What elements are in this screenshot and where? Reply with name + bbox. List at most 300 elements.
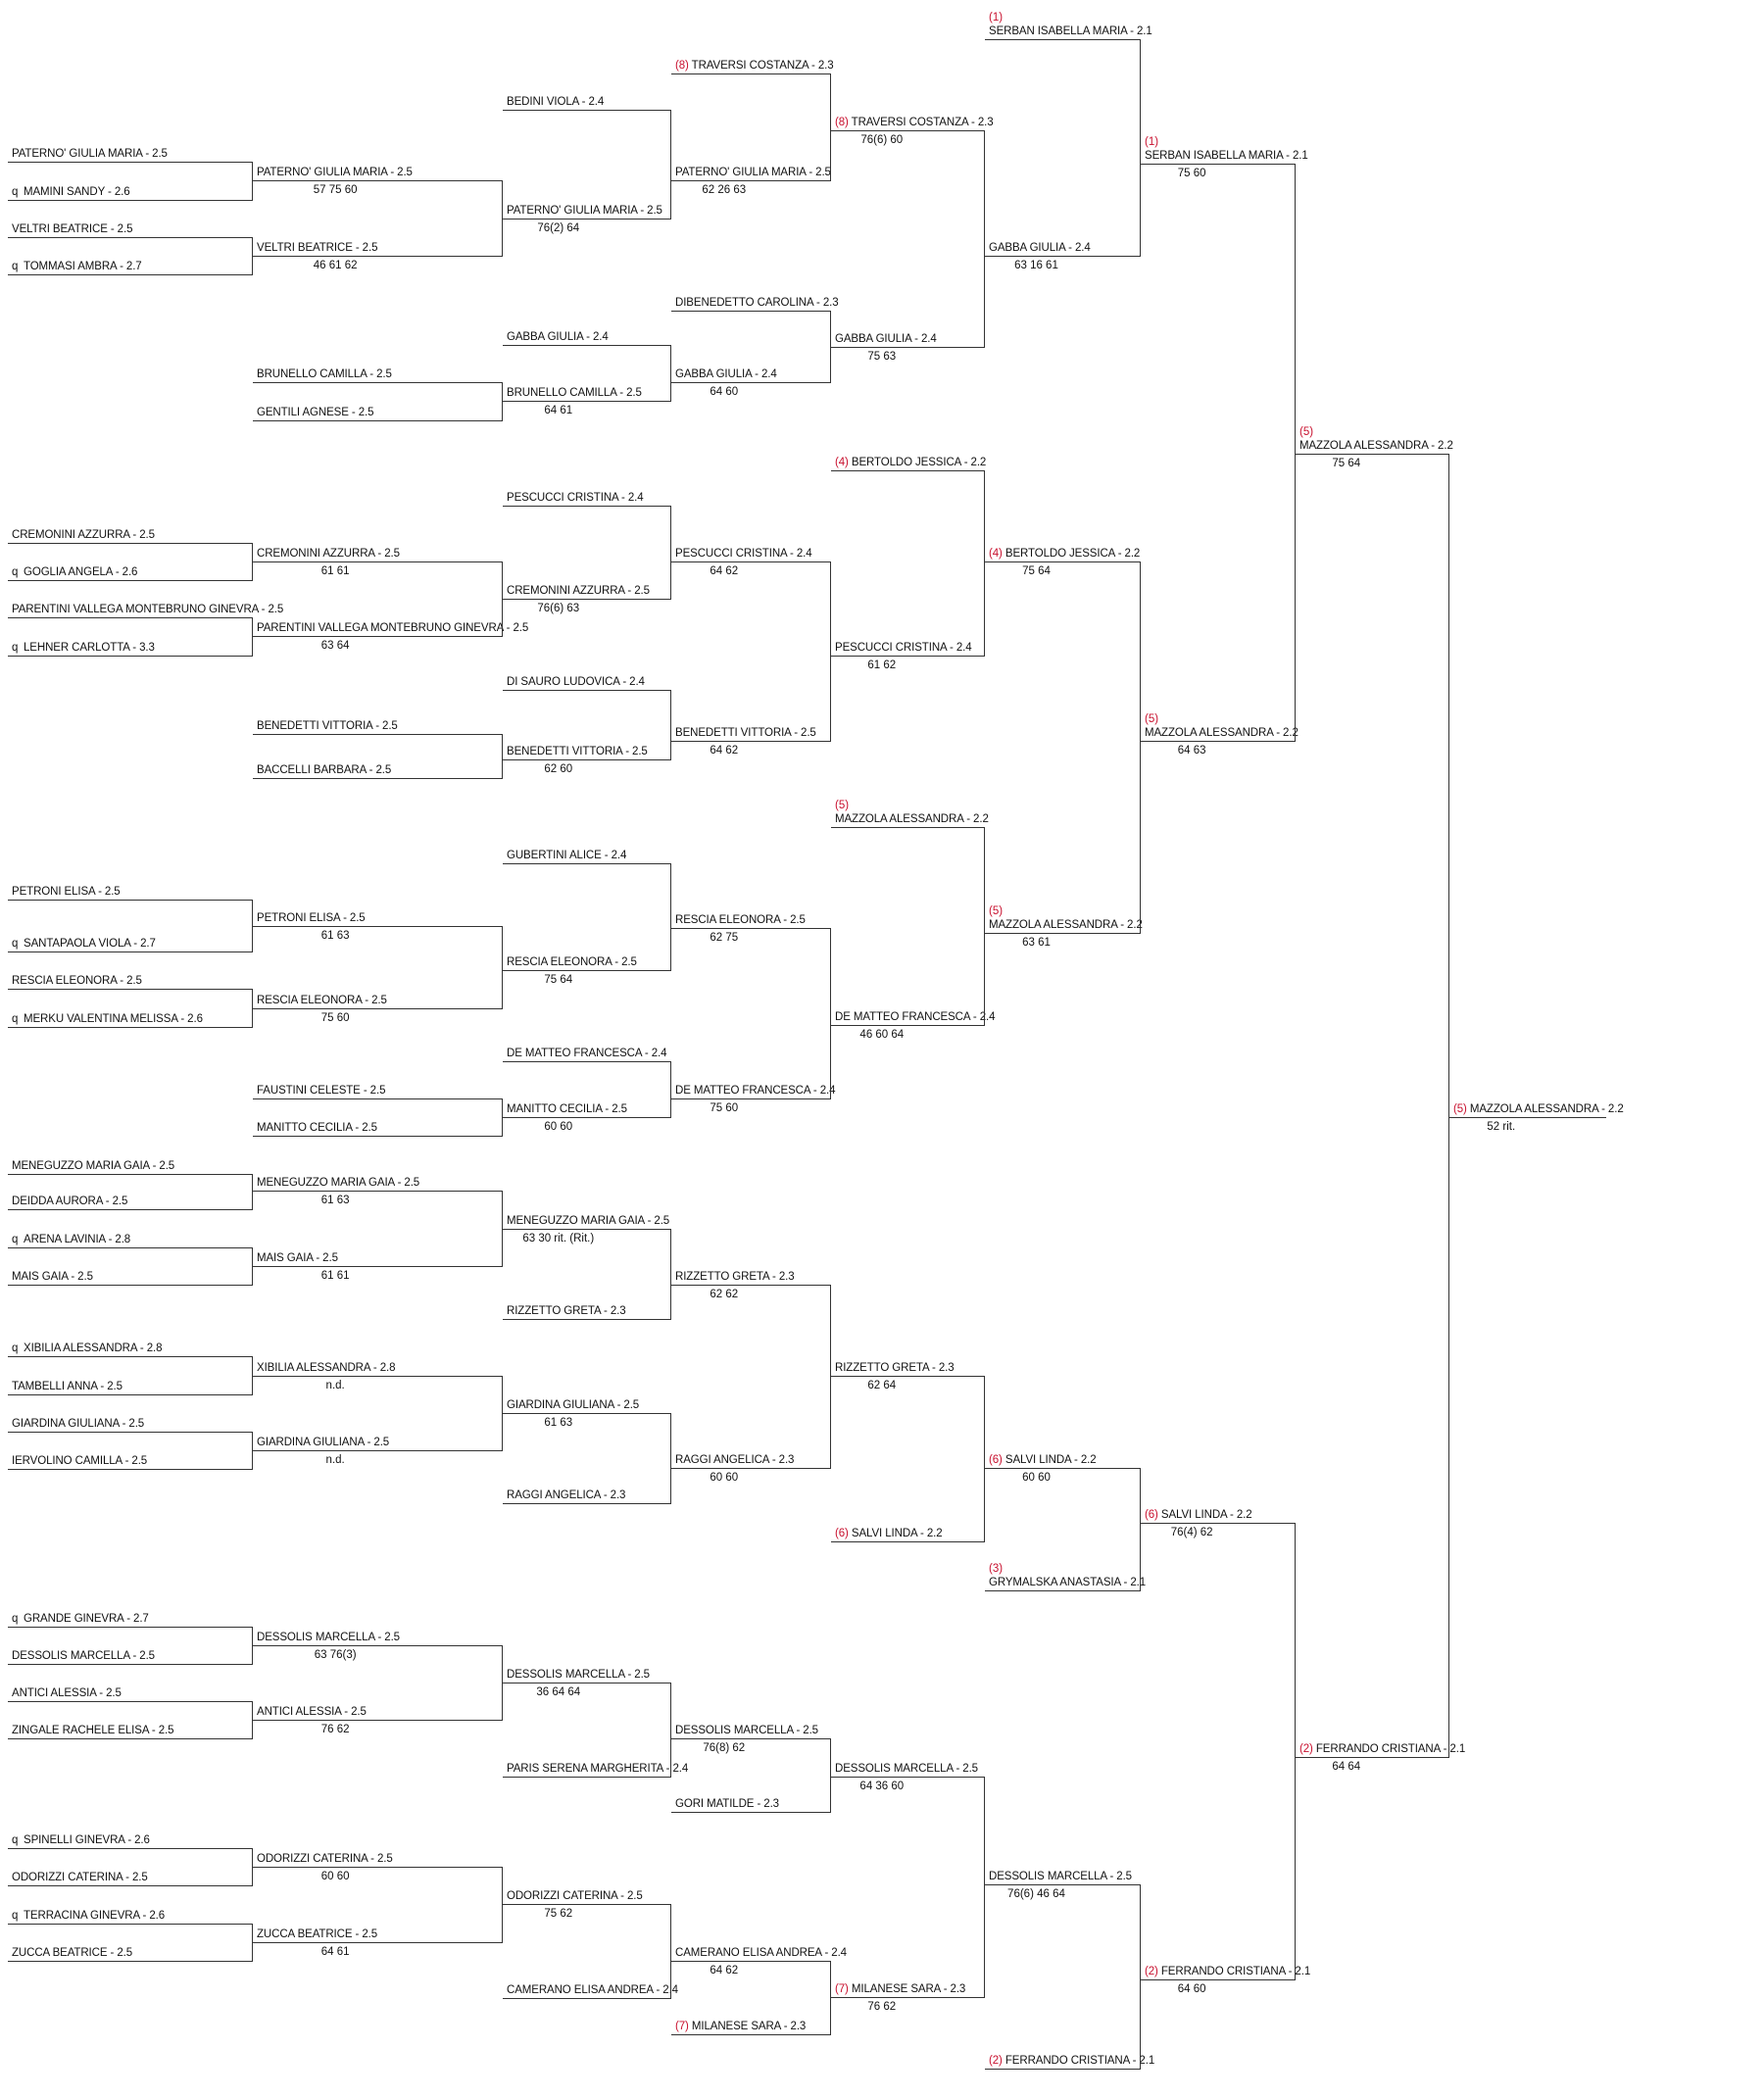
player-name <box>12 1725 173 1736</box>
player-name-text: RAGGI ANGELICA - 2.3 <box>675 1453 795 1466</box>
player-name-text: MAMINI SANDY - 2.6 <box>24 185 130 198</box>
player-name-text: MAIS GAIA - 2.5 <box>257 1251 338 1264</box>
player-slot <box>985 1860 1141 1885</box>
bracket-connector <box>830 1285 831 1468</box>
player-name <box>835 1983 965 1995</box>
player-name <box>12 1342 162 1354</box>
match-score: 62 75 <box>710 931 739 944</box>
player-name-text: PARENTINI VALLEGA MONTEBRUNO GINEVRA - 2.5 <box>12 604 284 616</box>
bracket-connector <box>670 1904 671 1997</box>
match-score: 61 61 <box>320 1269 350 1282</box>
player-slot <box>503 1879 671 1905</box>
player-name <box>257 1252 338 1264</box>
match-score: 64 61 <box>320 1945 350 1958</box>
seed-label: (6) <box>835 1527 849 1539</box>
match-score: 64 60 <box>1177 1982 1206 1995</box>
player-slot <box>671 1714 831 1739</box>
match-score: 75 60 <box>1177 167 1206 179</box>
player-name-text: MANITTO CECILIA - 2.5 <box>507 1103 627 1116</box>
qualifier-mark: q <box>12 566 19 579</box>
player-slot <box>831 800 989 828</box>
bracket-connector <box>502 1376 503 1450</box>
player-name-text: MENEGUZZO MARIA GAIA - 2.5 <box>257 1177 420 1190</box>
player-name-text: PESCUCCI CRISTINA - 2.4 <box>835 641 972 654</box>
bracket-connector <box>984 1777 985 1997</box>
player-name-text: SALVI LINDA - 2.2 <box>851 1527 943 1539</box>
player-slot <box>1449 1093 1624 1118</box>
bracket-connector <box>830 311 831 383</box>
player-name-text: RESCIA ELEONORA - 2.5 <box>675 913 806 926</box>
seed-label: (5) <box>1453 1103 1467 1116</box>
player-name <box>507 956 637 968</box>
player-name <box>1453 1103 1624 1115</box>
player-name <box>675 1454 794 1466</box>
bracket-connector <box>670 863 671 970</box>
seed-label: (4) <box>989 548 1003 561</box>
player-name <box>257 1706 367 1718</box>
match-score: 63 16 61 <box>1014 259 1058 271</box>
player-slot <box>831 106 994 131</box>
qualifier-mark: q <box>12 1012 19 1025</box>
player-name <box>257 995 387 1006</box>
player-name-text: BENEDETTI VITTORIA - 2.5 <box>507 745 648 757</box>
bracket-connector <box>252 1432 253 1469</box>
player-slot <box>1296 425 1453 455</box>
player-slot <box>831 446 985 471</box>
player-slot <box>503 1204 671 1230</box>
match-score: 75 63 <box>867 350 897 363</box>
player-name <box>675 914 806 926</box>
player-name <box>507 1305 626 1317</box>
match-score: 64 62 <box>710 1964 739 1976</box>
player-name <box>989 1871 1132 1882</box>
player-name-text: TOMMASI AMBRA - 2.7 <box>24 260 142 272</box>
player-name <box>12 1160 174 1172</box>
player-name-text: RAGGI ANGELICA - 2.3 <box>507 1489 626 1502</box>
seed-label: (2) <box>1145 1965 1158 1977</box>
seed-label: (1) <box>989 11 1004 24</box>
qualifier-mark: q <box>12 641 19 654</box>
seed-label: (6) <box>989 1453 1003 1466</box>
bracket-connector <box>252 1627 253 1664</box>
player-name-text: PESCUCCI CRISTINA - 2.4 <box>675 548 812 561</box>
player-name <box>257 1362 395 1374</box>
player-name-text: DI SAURO LUDOVICA - 2.4 <box>507 675 645 688</box>
bracket-connector <box>830 73 831 180</box>
match-score: 64 62 <box>710 565 739 578</box>
player-name-text: MAZZOLA ALESSANDRA - 2.2 <box>989 919 1143 932</box>
player-slot <box>671 156 831 181</box>
match-score: 60 60 <box>320 1871 350 1883</box>
player-slot <box>671 716 831 742</box>
player-slot <box>503 574 671 600</box>
match-score: 61 63 <box>544 1416 573 1429</box>
match-score: 46 60 64 <box>859 1029 905 1042</box>
bracket-connector <box>670 690 671 759</box>
player-slot <box>985 905 1143 934</box>
player-slot <box>253 1918 503 1943</box>
player-slot <box>831 1973 985 1998</box>
player-name <box>257 912 366 924</box>
player-slot <box>985 1563 1147 1591</box>
player-name-text: IERVOLINO CAMILLA - 2.5 <box>12 1454 148 1467</box>
match-score: 76 62 <box>320 1724 350 1736</box>
player-name-text: ODORIZZI CATERINA - 2.5 <box>507 1890 643 1903</box>
seed-label: (5) <box>1145 712 1159 725</box>
player-name <box>989 548 1140 560</box>
player-name <box>835 813 989 825</box>
player-name-text: MILANESE SARA - 2.3 <box>691 2020 807 2032</box>
player-slot <box>8 1002 253 1028</box>
player-name <box>257 622 528 634</box>
bracket-connector <box>984 827 985 1025</box>
player-name-text: TAMBELLI ANNA - 2.5 <box>12 1380 122 1392</box>
player-slot <box>831 322 985 348</box>
bracket-connector <box>252 617 253 655</box>
player-name <box>507 96 604 108</box>
seed-label: (5) <box>989 905 1004 918</box>
player-name-text: PATERNO' GIULIA MARIA - 2.5 <box>675 167 831 179</box>
player-name-text: MAZZOLA ALESSANDRA - 2.2 <box>1469 1103 1624 1116</box>
player-name <box>1299 1743 1465 1755</box>
player-name <box>12 975 142 987</box>
player-name-text: VELTRI BEATRICE - 2.5 <box>12 222 133 235</box>
player-slot <box>8 1899 253 1925</box>
bracket-connector <box>252 162 253 199</box>
match-score: 63 64 <box>320 640 350 653</box>
player-name <box>12 1834 150 1846</box>
player-name-text: DE MATTEO FRANCESCA - 2.4 <box>507 1048 667 1060</box>
match-score: 62 26 63 <box>702 184 747 197</box>
player-slot <box>253 611 529 637</box>
match-score: 64 60 <box>710 386 739 399</box>
player-slot <box>831 1517 985 1542</box>
player-slot <box>671 2010 831 2035</box>
player-name-text: DESSOLIS MARCELLA - 2.5 <box>675 1725 818 1737</box>
bracket-connector <box>252 237 253 274</box>
player-slot <box>253 1695 503 1721</box>
bracket-connector <box>984 470 985 655</box>
bracket-connector <box>830 1961 831 2034</box>
match-score: 76(6) 63 <box>537 603 580 615</box>
match-score: 63 61 <box>1022 937 1051 950</box>
player-slot <box>671 286 839 312</box>
player-name-text: MERKU VALENTINA MELISSA - 2.6 <box>24 1012 203 1025</box>
player-slot <box>503 1752 689 1778</box>
bracket-connector <box>1140 561 1141 933</box>
player-name-text: MAZZOLA ALESSANDRA - 2.2 <box>1299 439 1453 452</box>
player-slot <box>8 1714 253 1739</box>
bracket-connector <box>984 130 985 347</box>
player-name <box>12 1947 132 1959</box>
player-name <box>675 727 816 739</box>
player-slot <box>503 1389 671 1414</box>
player-slot <box>671 537 831 562</box>
player-name-text: RIZZETTO GRETA - 2.3 <box>835 1361 955 1374</box>
player-name <box>257 167 413 178</box>
player-name <box>12 529 155 541</box>
player-name <box>257 368 392 380</box>
player-name <box>12 1381 122 1392</box>
player-slot <box>8 250 253 275</box>
match-score: 64 36 60 <box>859 1780 905 1792</box>
player-slot <box>671 1260 831 1286</box>
bracket-connector <box>502 180 503 255</box>
player-name-text: GOGLIA ANGELA - 2.6 <box>24 566 138 579</box>
player-name <box>989 25 1152 37</box>
player-slot <box>985 1443 1141 1469</box>
player-name-text: DIBENEDETTO CAROLINA - 2.3 <box>675 296 839 309</box>
player-slot <box>671 903 831 929</box>
bracket-connector <box>502 926 503 1007</box>
bracket-connector <box>252 1848 253 1885</box>
player-name-text: SPINELLI GINEVRA - 2.6 <box>24 1834 150 1847</box>
match-score: 36 64 64 <box>536 1686 581 1699</box>
player-name <box>257 1853 393 1865</box>
player-name-text: DESSOLIS MARCELLA - 2.5 <box>507 1669 650 1682</box>
player-name-text: ODORIZZI CATERINA - 2.5 <box>257 1853 393 1866</box>
player-name-text: DE MATTEO FRANCESCA - 2.4 <box>835 1011 996 1024</box>
player-name-text: SERBAN ISABELLA MARIA - 2.1 <box>989 24 1152 37</box>
bracket-connector <box>1140 1468 1141 1590</box>
player-name-text: CAMERANO ELISA ANDREA - 2.4 <box>507 1983 678 1996</box>
player-name-text: MAZZOLA ALESSANDRA - 2.2 <box>1145 726 1298 739</box>
player-name-text: SERBAN ISABELLA MARIA - 2.1 <box>1145 149 1308 162</box>
player-name-text: XIBILIA ALESSANDRA - 2.8 <box>24 1342 163 1355</box>
match-score: 76(8) 62 <box>703 1742 746 1755</box>
qualifier-mark: q <box>12 1612 19 1625</box>
seed-label: (7) <box>835 1982 849 1995</box>
player-slot <box>671 1443 831 1469</box>
player-name-text: GIARDINA GIULIANA - 2.5 <box>257 1436 390 1448</box>
seed-label: (6) <box>1145 1508 1158 1521</box>
match-score: 75 64 <box>544 974 573 987</box>
player-name-text: TERRACINA GINEVRA - 2.6 <box>24 1909 166 1922</box>
player-name-text: BERTOLDO JESSICA - 2.2 <box>1004 548 1141 561</box>
match-score: n.d. <box>325 1379 345 1391</box>
player-name <box>12 938 156 950</box>
qualifier-mark: q <box>12 1834 19 1847</box>
bracket-connector <box>670 1413 671 1504</box>
qualifier-mark: q <box>12 260 19 272</box>
player-slot <box>253 709 503 735</box>
player-name <box>12 604 283 615</box>
player-name-text: MILANESE SARA - 2.3 <box>851 1982 966 1995</box>
bracket-connector <box>1295 1523 1296 1979</box>
player-name-text: CREMONINI AZZURRA - 2.5 <box>257 548 400 561</box>
player-name <box>257 1632 400 1643</box>
player-name <box>12 1455 147 1467</box>
player-slot <box>985 2044 1155 2070</box>
player-name <box>507 387 642 399</box>
player-slot <box>503 1093 671 1118</box>
player-slot <box>253 1426 503 1451</box>
player-name-text: GENTILI AGNESE - 2.5 <box>257 406 374 418</box>
player-name-text: BENEDETTI VITTORIA - 2.5 <box>257 719 398 732</box>
player-name <box>507 1103 627 1115</box>
player-name-text: DESSOLIS MARCELLA - 2.5 <box>257 1631 400 1643</box>
seed-label: (5) <box>1299 425 1314 438</box>
player-name-text: MAIS GAIA - 2.5 <box>12 1270 93 1283</box>
player-name <box>507 1669 650 1681</box>
player-slot <box>671 1936 847 1962</box>
bracket-connector <box>252 1174 253 1210</box>
match-score: 60 60 <box>1022 1471 1051 1484</box>
player-name-text: GABBA GIULIA - 2.4 <box>989 241 1091 254</box>
seed-label: (8) <box>835 116 849 128</box>
match-score: 75 60 <box>320 1011 350 1024</box>
player-slot <box>8 1332 253 1357</box>
player-name-text: GIARDINA GIULIANA - 2.5 <box>507 1398 640 1411</box>
player-name-text: PARENTINI VALLEGA MONTEBRUNO GINEVRA - 2.5 <box>257 622 529 635</box>
match-score: 76(6) 46 64 <box>1007 1888 1065 1901</box>
player-name-text: GORI MATILDE - 2.3 <box>675 1798 779 1811</box>
player-name <box>1145 150 1308 162</box>
player-name <box>257 720 398 732</box>
player-name <box>257 764 391 776</box>
qualifier-mark: q <box>12 1909 19 1922</box>
bracket-connector <box>670 1061 671 1117</box>
player-name-text: BERTOLDO JESSICA - 2.2 <box>851 457 987 469</box>
player-name <box>1145 727 1298 739</box>
player-slot <box>253 1842 503 1868</box>
player-name-text: ZINGALE RACHELE ELISA - 2.5 <box>12 1725 174 1737</box>
bracket-connector <box>670 506 671 599</box>
player-name-text: DESSOLIS MARCELLA - 2.5 <box>12 1650 155 1663</box>
player-name-text: GRYMALSKA ANASTASIA - 2.1 <box>989 1577 1147 1589</box>
player-name-text: XIBILIA ALESSANDRA - 2.8 <box>257 1361 396 1374</box>
match-score: 57 75 60 <box>313 184 358 197</box>
player-slot <box>503 376 671 402</box>
match-score: 60 60 <box>544 1121 573 1134</box>
player-slot <box>503 946 671 971</box>
player-slot <box>8 875 253 901</box>
player-name <box>257 1122 377 1134</box>
match-score: 64 64 <box>1332 1761 1361 1774</box>
player-name <box>989 1454 1097 1466</box>
player-slot <box>831 1000 996 1026</box>
bracket-connector <box>502 1867 503 1941</box>
player-slot <box>1141 1498 1296 1524</box>
player-name <box>675 2021 806 2032</box>
player-name-text: CAMERANO ELISA ANDREA - 2.4 <box>675 1946 847 1959</box>
player-name <box>257 1437 389 1448</box>
bracket-connector <box>1140 39 1141 256</box>
match-score: 75 64 <box>1332 457 1361 469</box>
player-name-text: LEHNER CARLOTTA - 3.3 <box>24 641 155 654</box>
player-slot <box>8 518 253 544</box>
player-slot <box>503 481 671 507</box>
player-name <box>507 1215 669 1227</box>
bracket-connector <box>670 345 671 401</box>
player-slot <box>8 1407 253 1433</box>
player-name-text: ANTICI ALESSIA - 2.5 <box>12 1687 122 1700</box>
player-slot <box>253 1242 503 1267</box>
player-name <box>507 205 662 217</box>
player-name <box>12 1613 149 1625</box>
player-slot <box>503 1479 671 1504</box>
player-slot <box>503 320 671 346</box>
player-name <box>989 1577 1146 1588</box>
player-name <box>257 242 377 254</box>
bracket-connector <box>670 110 671 218</box>
player-name <box>12 642 155 654</box>
player-name-text: DESSOLIS MARCELLA - 2.5 <box>835 1762 978 1775</box>
player-slot <box>253 1621 503 1646</box>
bracket-connector <box>502 1645 503 1720</box>
player-name <box>507 746 648 757</box>
bracket-connector <box>502 734 503 778</box>
player-slot <box>8 1639 253 1665</box>
bracket-connector <box>502 382 503 419</box>
match-score: 63 76(3) <box>314 1648 357 1661</box>
player-name-text: PATERNO' GIULIA MARIA - 2.5 <box>257 167 413 179</box>
player-name <box>12 1650 155 1662</box>
player-name <box>12 1418 144 1430</box>
player-name-text: BRUNELLO CAMILLA - 2.5 <box>257 368 392 381</box>
player-name <box>835 1763 978 1775</box>
player-name <box>1299 440 1453 452</box>
bracket-connector <box>1448 454 1449 1758</box>
player-name <box>257 548 400 560</box>
player-name-text: BRUNELLO CAMILLA - 2.5 <box>507 387 642 400</box>
player-name <box>835 457 986 468</box>
seed-label: (4) <box>835 457 849 469</box>
player-name <box>507 1890 643 1902</box>
player-name-text: ZUCCA BEATRICE - 2.5 <box>257 1927 378 1940</box>
player-name-text: FAUSTINI CELESTE - 2.5 <box>257 1085 386 1098</box>
player-name-text: GABBA GIULIA - 2.4 <box>675 368 777 381</box>
player-name-text: ODORIZZI CATERINA - 2.5 <box>12 1872 148 1884</box>
player-slot <box>671 358 831 383</box>
player-name <box>1145 1509 1252 1521</box>
player-name-text: DEIDDA AURORA - 2.5 <box>12 1195 128 1208</box>
qualifier-mark: q <box>12 185 19 198</box>
player-name-text: PETRONI ELISA - 2.5 <box>12 886 121 899</box>
player-name-text: FERRANDO CRISTIANA - 2.1 <box>1160 1965 1311 1977</box>
player-name-text: RESCIA ELEONORA - 2.5 <box>12 975 142 988</box>
player-name <box>675 1798 779 1810</box>
player-slot <box>8 1602 253 1628</box>
player-name <box>675 297 839 309</box>
player-slot <box>253 754 503 779</box>
player-name <box>12 1687 122 1699</box>
player-name <box>835 642 972 654</box>
player-name-text: PETRONI ELISA - 2.5 <box>257 912 366 925</box>
player-slot <box>8 1936 253 1962</box>
bracket-connector <box>1140 1884 1141 2069</box>
bracket-connector <box>670 1683 671 1776</box>
player-name-text: GABBA GIULIA - 2.4 <box>835 332 937 345</box>
bracket-connector <box>830 1738 831 1812</box>
player-slot <box>671 1074 836 1099</box>
player-name <box>12 566 137 578</box>
player-name <box>675 1947 847 1959</box>
player-name <box>675 167 831 178</box>
bracket-connector <box>252 900 253 951</box>
player-slot <box>831 631 985 657</box>
player-slot <box>503 1658 671 1683</box>
player-slot <box>8 927 253 952</box>
player-name <box>835 333 937 345</box>
player-slot <box>253 984 503 1009</box>
player-name-text: SANTAPAOLA VIOLA - 2.7 <box>24 938 156 951</box>
player-name <box>12 1271 93 1283</box>
player-name <box>675 1085 835 1097</box>
player-name-text: SALVI LINDA - 2.2 <box>1004 1453 1097 1466</box>
match-score: 62 60 <box>544 762 573 775</box>
qualifier-mark: q <box>12 938 19 951</box>
